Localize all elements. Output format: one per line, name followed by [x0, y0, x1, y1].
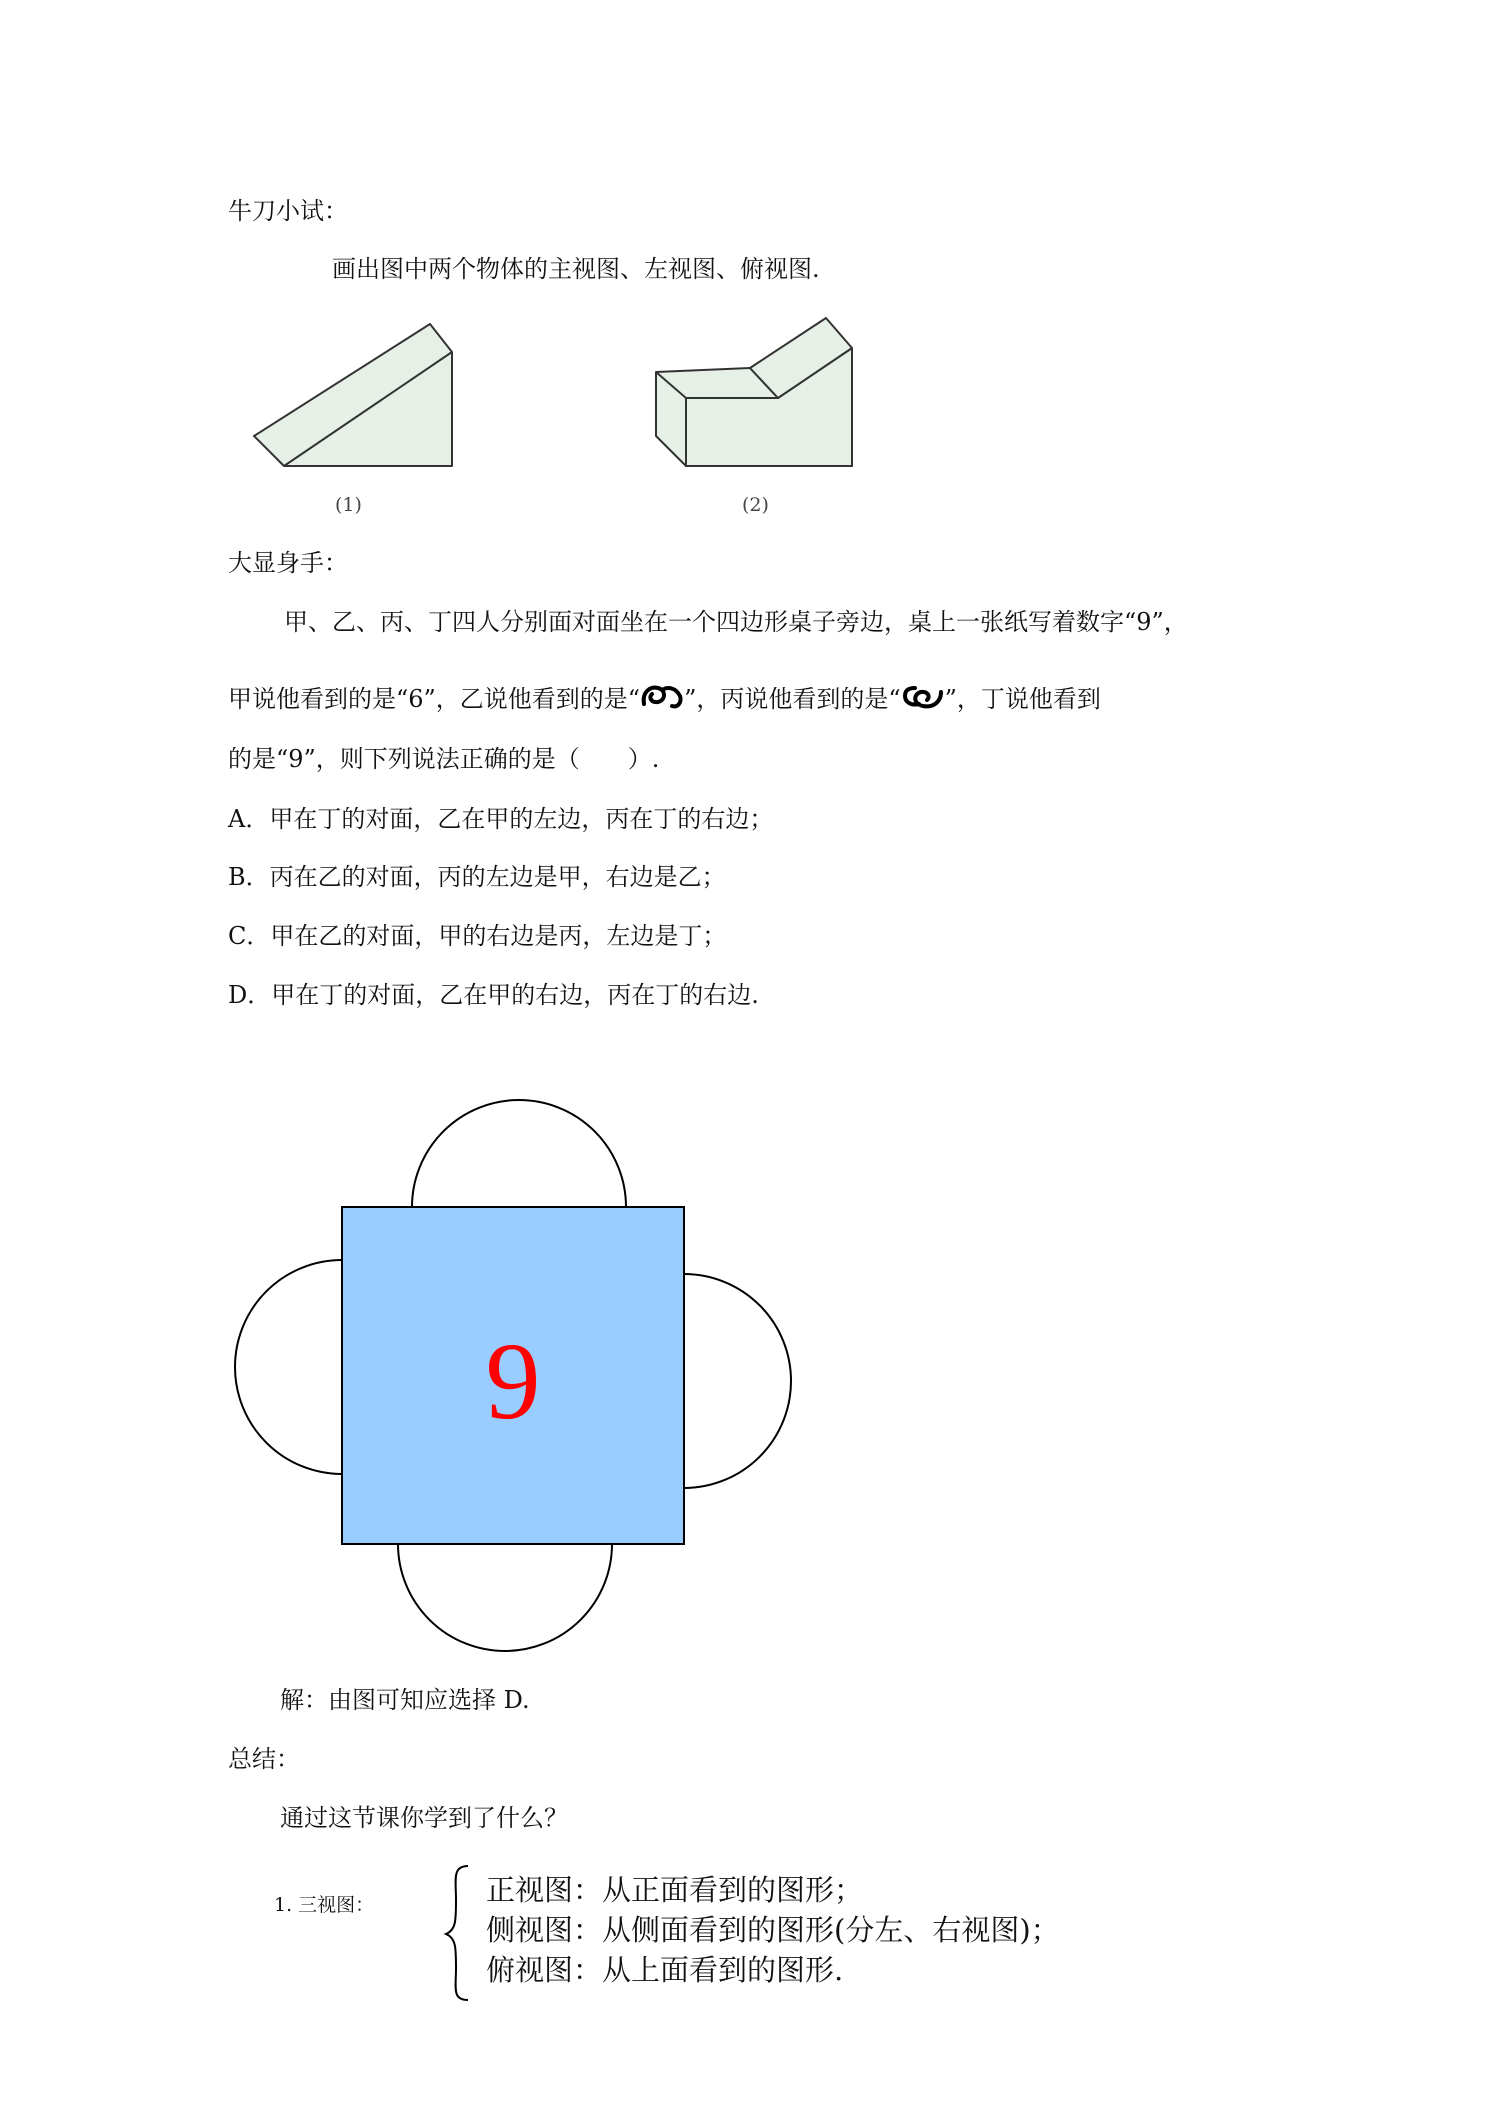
side-view-definition: 侧视图：从侧面看到的图形(分左、右视图)；	[486, 1913, 1060, 1947]
three-views-label: 1. 三视图：	[274, 1894, 375, 1916]
option-c: C．甲在乙的对面，甲的右边是丙，左边是丁；	[228, 922, 727, 950]
table-number: 9	[485, 1320, 541, 1442]
section-heading-challenge: 大显身手：	[228, 549, 348, 577]
top-view-definition: 俯视图：从上面看到的图形.	[486, 1953, 844, 1987]
instruction-text: 画出图中两个物体的主视图、左视图、俯视图.	[332, 255, 820, 283]
left-brace-icon	[446, 1866, 468, 2000]
solution-text: 解：由图可知应选择 D.	[280, 1686, 530, 1714]
problem-line-2-part-c: ”，丁说他看到	[944, 685, 1101, 713]
problem-line-2-part-a: 甲说他看到的是“6”，乙说他看到的是“	[228, 685, 641, 713]
option-d: D．甲在丁的对面，乙在甲的右边，丙在丁的右边.	[228, 981, 759, 1009]
summary-question: 通过这节课你学到了什么？	[280, 1804, 568, 1832]
front-view-definition: 正视图：从正面看到的图形；	[486, 1873, 864, 1907]
section-heading-practice: 牛刀小试：	[228, 197, 348, 225]
problem-line-3: 的是“9”，则下列说法正确的是（ ）.	[228, 745, 660, 773]
section-heading-summary: 总结：	[228, 1745, 300, 1773]
problem-line-1: 甲、乙、丙、丁四人分别面对面坐在一个四边形桌子旁边，桌上一张纸写着数字“9”，	[284, 608, 1188, 636]
option-a: A．甲在丁的对面，乙在甲的左边，丙在丁的右边；	[228, 805, 774, 833]
figure-1-label: (1)	[335, 494, 362, 516]
figure-2-label: (2)	[742, 494, 769, 516]
problem-line-2-part-b: ”，丙说他看到的是“	[684, 685, 901, 713]
option-b: B．丙在乙的对面，丙的左边是甲，右边是乙；	[228, 863, 726, 891]
